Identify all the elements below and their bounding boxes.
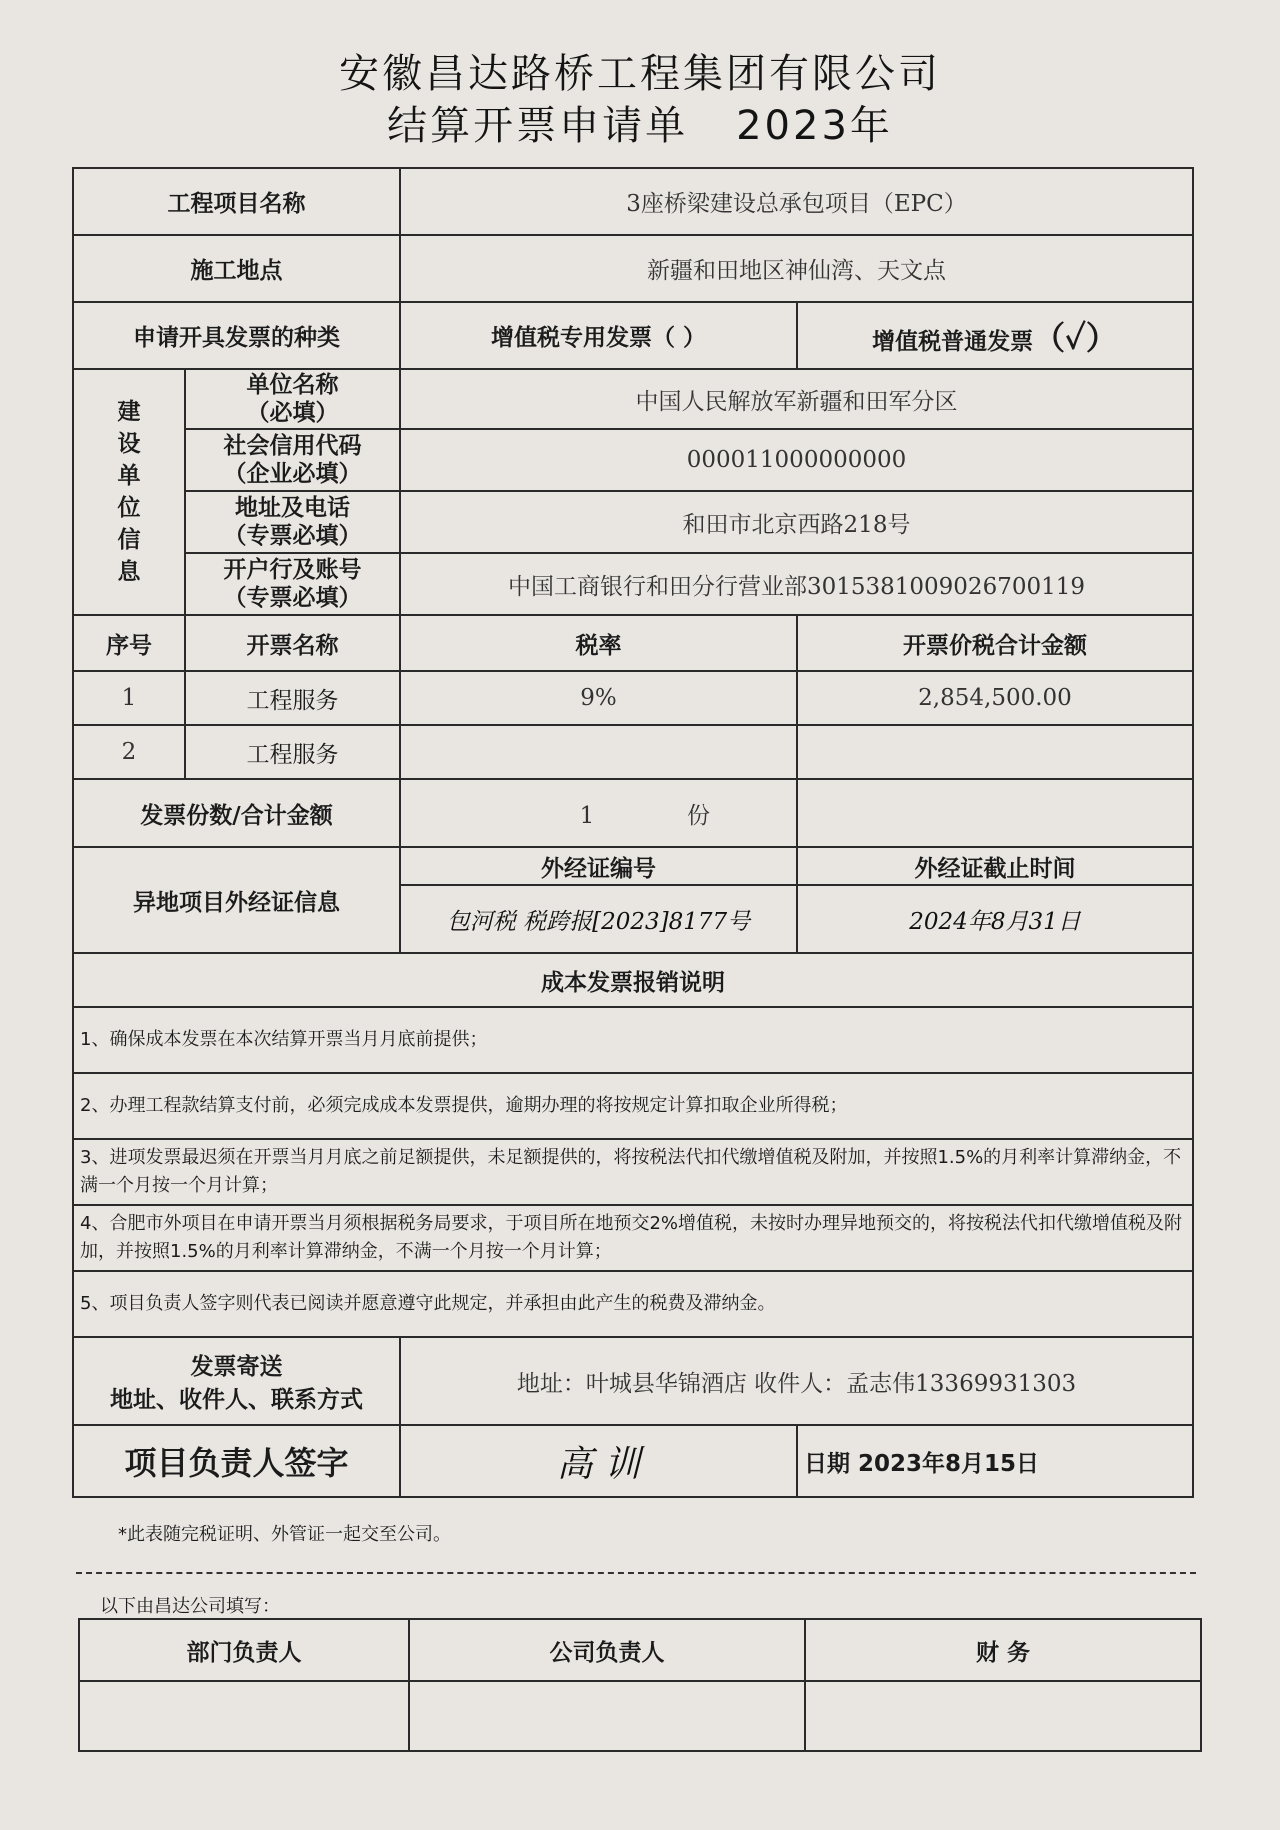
finance-sign bbox=[805, 1681, 1201, 1751]
credit-code-value: 000011000000000 bbox=[400, 429, 1193, 491]
normal-invoice-option bbox=[797, 302, 1193, 369]
location-label: 施工地点 bbox=[73, 235, 400, 302]
builder-char-4: 位 bbox=[117, 495, 141, 521]
permit-date-header: 外经证截止时间 bbox=[797, 847, 1193, 885]
builder-char-3: 单 bbox=[117, 463, 141, 489]
mailing-row bbox=[73, 1337, 1193, 1425]
builder-row-4 bbox=[73, 553, 1193, 615]
form-title-text: 结算开票申请单 bbox=[387, 103, 689, 149]
builder-unit-label-note: （必填） bbox=[246, 400, 339, 426]
special-invoice-option: 增值税专用发票（ ） bbox=[400, 302, 797, 369]
mailing-label bbox=[73, 1337, 400, 1425]
approval-table bbox=[78, 1618, 1202, 1752]
item-1-no: 1 bbox=[73, 671, 185, 725]
item-2-no: 2 bbox=[73, 725, 185, 779]
credit-code-label-note: （企业必填） bbox=[223, 461, 362, 487]
bank-account-label-main: 开户行及账号 bbox=[223, 557, 362, 583]
company-title: 安徽昌达路桥工程集团有限公司 bbox=[339, 51, 941, 97]
header-seq: 序号 bbox=[73, 615, 185, 671]
builder-char-2: 设 bbox=[117, 431, 141, 457]
note-row-5 bbox=[73, 1271, 1193, 1337]
project-name-value: 3座桥梁建设总承包项目（EPC） bbox=[400, 168, 1193, 235]
note-row-4 bbox=[73, 1205, 1193, 1271]
address-phone-label-note: （专票必填） bbox=[223, 523, 362, 549]
form-year: 2023年 bbox=[736, 103, 893, 149]
note-3: 3、进项发票最迟须在开票当月月底之前足额提供，未足额提供的，将按税法代扣代缴增值税及附加，并按照1.5%的月利率计算滞纳金，不满一个月按一个月计算； bbox=[73, 1139, 1193, 1205]
totals-amount bbox=[797, 779, 1193, 847]
address-phone-label-main: 地址及电话 bbox=[235, 495, 350, 521]
permit-header-row bbox=[73, 847, 1193, 885]
item-1-amount: 2,854,500.00 bbox=[797, 671, 1193, 725]
totals-label: 发票份数/合计金额 bbox=[73, 779, 400, 847]
project-name-label: 工程项目名称 bbox=[73, 168, 400, 235]
signature-value: 高 训 bbox=[400, 1425, 797, 1497]
note-1: 1、确保成本发票在本次结算开票当月月底前提供； bbox=[73, 1007, 1193, 1073]
item-row-2 bbox=[73, 725, 1193, 779]
item-1-name: 工程服务 bbox=[185, 671, 400, 725]
notes-header: 成本发票报销说明 bbox=[73, 953, 1193, 1007]
notes-header-row bbox=[73, 953, 1193, 1007]
mailing-label-1: 发票寄送 bbox=[190, 1354, 283, 1380]
main-form-table bbox=[72, 167, 1194, 1498]
builder-char-1: 建 bbox=[117, 399, 141, 425]
builder-row-1 bbox=[73, 369, 1193, 429]
note-row-1 bbox=[73, 1007, 1193, 1073]
credit-code-label-main: 社会信用代码 bbox=[223, 433, 362, 459]
address-phone-label bbox=[185, 491, 400, 553]
note-row-2 bbox=[73, 1073, 1193, 1139]
permit-date-value: 2024年8月31日 bbox=[797, 885, 1193, 953]
dashed-divider bbox=[76, 1572, 1196, 1574]
builder-unit-value: 中国人民解放军新疆和田军分区 bbox=[400, 369, 1193, 429]
builder-row-3 bbox=[73, 491, 1193, 553]
permit-no-value: 包河税 税跨报[2023]8177号 bbox=[400, 885, 797, 953]
mailing-label-2: 地址、收件人、联系方式 bbox=[110, 1387, 363, 1413]
note-2: 2、办理工程款结算支付前，必须完成成本发票提供，逾期办理的将按规定计算扣取企业所得税； bbox=[73, 1073, 1193, 1139]
header-total-amount: 开票价税合计金额 bbox=[797, 615, 1193, 671]
bank-account-value: 中国工商银行和田分行营业部3015381009026700119 bbox=[400, 553, 1193, 615]
normal-invoice-label: 增值税普通发票 bbox=[872, 328, 1034, 355]
location-value: 新疆和田地区神仙湾、天文点 bbox=[400, 235, 1193, 302]
totals-row bbox=[73, 779, 1193, 847]
project-name-row bbox=[73, 168, 1193, 235]
address-phone-value: 和田市北京西路218号 bbox=[400, 491, 1193, 553]
bank-account-label-note: （专票必填） bbox=[223, 585, 362, 611]
invoice-type-row bbox=[73, 302, 1193, 369]
header-tax-rate: 税率 bbox=[400, 615, 797, 671]
dept-head-header: 部门负责人 bbox=[79, 1619, 409, 1681]
check-mark-icon: （✓） bbox=[1033, 318, 1118, 357]
note-4: 4、合肥市外项目在申请开票当月须根据税务局要求，于项目所在地预交2%增值税，未按时办理异地预交的，将按税法代扣代缴增值税及附加，并按照1.5%的月利率计算滞纳金，不满一个月按一个月计算； bbox=[73, 1205, 1193, 1271]
item-1-rate: 9% bbox=[400, 671, 797, 725]
builder-unit-label bbox=[185, 369, 400, 429]
builder-unit-label-main: 单位名称 bbox=[246, 372, 339, 398]
signature-row bbox=[73, 1425, 1193, 1497]
totals-count-cell bbox=[400, 779, 797, 847]
permit-no-header: 外经证编号 bbox=[400, 847, 797, 885]
header-invoice-name: 开票名称 bbox=[185, 615, 400, 671]
bank-account-label bbox=[185, 553, 400, 615]
note-5: 5、项目负责人签字则代表已阅读并愿意遵守此规定，并承担由此产生的税费及滞纳金。 bbox=[73, 1271, 1193, 1337]
approval-header-row bbox=[79, 1619, 1201, 1681]
footnote: *此表随完税证明、外管证一起交至公司。 bbox=[118, 1524, 451, 1545]
company-head-sign bbox=[409, 1681, 805, 1751]
finance-header: 财 务 bbox=[805, 1619, 1201, 1681]
form-title bbox=[0, 94, 1280, 151]
location-row bbox=[73, 235, 1193, 302]
note-row-3 bbox=[73, 1139, 1193, 1205]
invoice-type-label: 申请开具发票的种类 bbox=[73, 302, 400, 369]
company-head-header: 公司负责人 bbox=[409, 1619, 805, 1681]
approval-sign-row bbox=[79, 1681, 1201, 1751]
item-2-name: 工程服务 bbox=[185, 725, 400, 779]
builder-row-2 bbox=[73, 429, 1193, 491]
invoice-count: 1 bbox=[579, 802, 595, 829]
permit-label: 异地项目外经证信息 bbox=[73, 847, 400, 953]
invoice-count-unit: 份 bbox=[687, 802, 710, 829]
builder-char-5: 信 bbox=[117, 527, 141, 553]
signature-label: 项目负责人签字 bbox=[73, 1425, 400, 1497]
items-header-row bbox=[73, 615, 1193, 671]
fill-by-note: 以下由昌达公司填写： bbox=[100, 1596, 280, 1617]
item-2-amount bbox=[797, 725, 1193, 779]
builder-char-6: 息 bbox=[117, 559, 141, 585]
signature-date: 日期 2023年8月15日 bbox=[797, 1425, 1193, 1497]
mailing-value: 地址：叶城县华锦酒店 收件人：孟志伟13369931303 bbox=[400, 1337, 1193, 1425]
credit-code-label bbox=[185, 429, 400, 491]
item-row-1 bbox=[73, 671, 1193, 725]
builder-info-group-label bbox=[73, 369, 185, 615]
dept-head-sign bbox=[79, 1681, 409, 1751]
item-2-rate bbox=[400, 725, 797, 779]
